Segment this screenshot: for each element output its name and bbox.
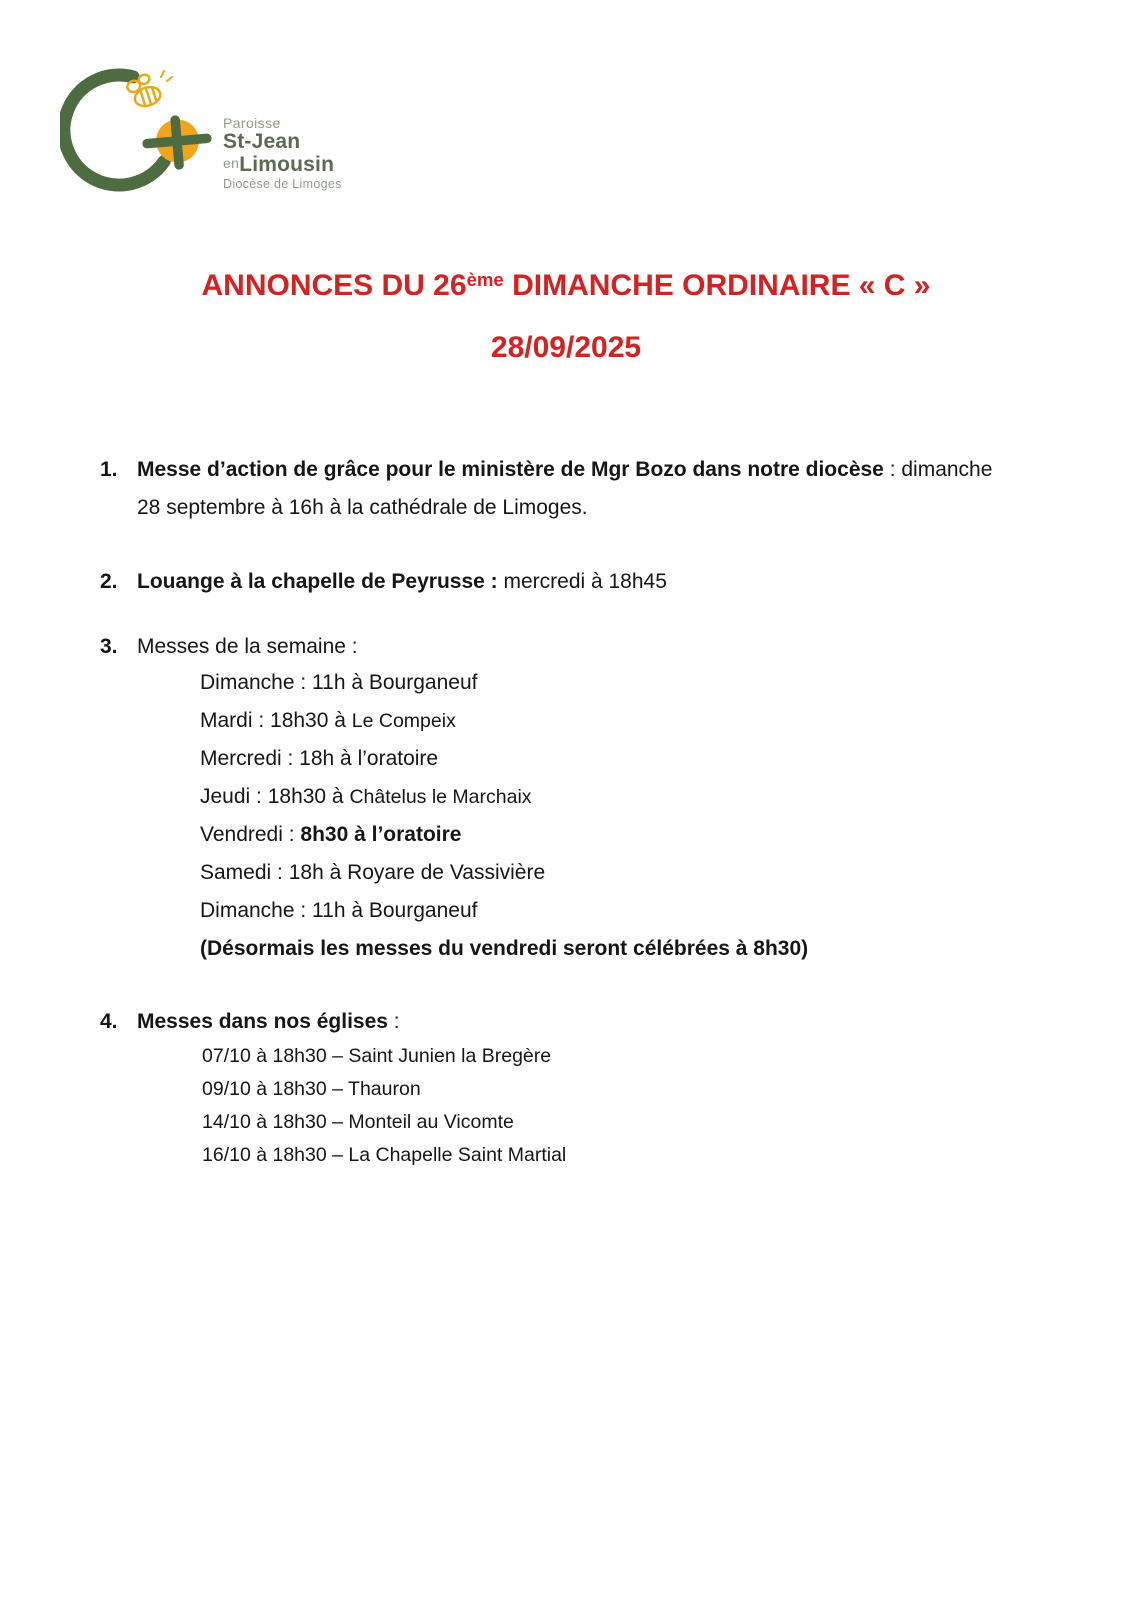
church-mass-line: 07/10 à 18h30 – Saint Junien la Bregère bbox=[202, 1045, 552, 1067]
cross-icon bbox=[145, 117, 209, 167]
announcement-item-3 bbox=[100, 628, 1075, 666]
weekly-mass-line bbox=[200, 702, 808, 740]
weekly-mass-line bbox=[200, 740, 808, 778]
item-text-regular: Messes de la semaine : bbox=[137, 635, 358, 658]
page-title-ordinal-suffix: ème bbox=[466, 269, 504, 290]
item-text bbox=[137, 628, 1075, 666]
weekly-mass-line bbox=[200, 854, 808, 892]
parish-logo bbox=[60, 64, 250, 209]
weekly-masses-list bbox=[200, 664, 808, 968]
mass-line-text: Jeudi : 18h30 à bbox=[200, 785, 350, 808]
item-text bbox=[137, 1003, 1075, 1041]
item-number: 1. bbox=[100, 458, 118, 481]
logo-circle-icon bbox=[64, 75, 164, 185]
item-number: 3. bbox=[100, 635, 118, 658]
item-text-regular: : bbox=[387, 1010, 400, 1033]
announcement-item-4 bbox=[100, 1003, 1075, 1041]
item-text-line2: 28 septembre à 16h à la cathédrale de Limoges. bbox=[137, 496, 588, 519]
weekly-mass-line bbox=[200, 778, 808, 816]
item-text bbox=[137, 563, 1075, 601]
mass-line-bold: (Désormais les messes du vendredi seront célébrées à 8h30) bbox=[200, 937, 809, 960]
logo-region-name: Limousin bbox=[239, 153, 335, 176]
mass-line-text: Dimanche : 11h à Bourganeuf bbox=[200, 899, 478, 922]
weekly-mass-note bbox=[200, 930, 808, 968]
parish-logo-text bbox=[223, 115, 342, 192]
item-text-regular: : dimanche bbox=[883, 458, 993, 481]
mass-line-text: Samedi : 18h à Royare de Vassivière bbox=[200, 861, 546, 884]
item-text-bold: Messe d’action de grâce pour le ministère de Mgr Bozo dans notre diocèse bbox=[137, 458, 884, 481]
weekly-mass-line bbox=[200, 664, 808, 702]
mass-line-bold: 8h30 à l’oratoire bbox=[300, 823, 462, 846]
page-date: 28/09/2025 bbox=[490, 331, 642, 364]
logo-parish-name: St-Jean bbox=[223, 130, 301, 153]
logo-diocese-label: Diocèse de Limoges bbox=[223, 177, 342, 191]
item-text-bold: Messes dans nos églises bbox=[137, 1010, 388, 1033]
item-text bbox=[137, 451, 1075, 527]
item-number: 4. bbox=[100, 1010, 118, 1033]
page-title-prefix: ANNONCES DU 26 bbox=[201, 269, 467, 302]
church-mass-line: 09/10 à 18h30 – Thauron bbox=[202, 1078, 421, 1100]
logo-paroisse-label: Paroisse bbox=[223, 115, 281, 131]
mass-line-place: Le Compeix bbox=[351, 710, 456, 732]
mass-line-text: Dimanche : 11h à Bourganeuf bbox=[200, 671, 478, 694]
item-text-bold: Louange à la chapelle de Peyrusse : bbox=[137, 570, 498, 593]
page-title-suffix: DIMANCHE ORDINAIRE « C » bbox=[503, 269, 931, 302]
page-title bbox=[0, 262, 1132, 304]
church-mass-line: 16/10 à 18h30 – La Chapelle Saint Martial bbox=[202, 1144, 567, 1166]
announcement-item-2 bbox=[100, 563, 1075, 601]
item-text-regular: mercredi à 18h45 bbox=[497, 570, 667, 593]
weekly-mass-line bbox=[200, 892, 808, 930]
weekly-mass-line bbox=[200, 816, 808, 854]
mass-line-text: Vendredi : bbox=[200, 823, 301, 846]
mass-line-place: Châtelus le Marchaix bbox=[349, 786, 532, 808]
logo-en-label: en bbox=[223, 155, 240, 171]
bee-antennae-icon bbox=[161, 71, 172, 81]
church-mass-line: 14/10 à 18h30 – Monteil au Vicomte bbox=[202, 1111, 514, 1133]
parish-logo-graphic bbox=[60, 64, 250, 204]
mass-line-text: Mercredi : 18h à l’oratoire bbox=[200, 747, 439, 770]
logo-region-line bbox=[223, 153, 342, 177]
church-masses-list bbox=[202, 1040, 566, 1172]
announcement-item-1 bbox=[100, 451, 1075, 527]
mass-line-text: Mardi : 18h30 à bbox=[200, 709, 352, 732]
item-number: 2. bbox=[100, 570, 118, 593]
